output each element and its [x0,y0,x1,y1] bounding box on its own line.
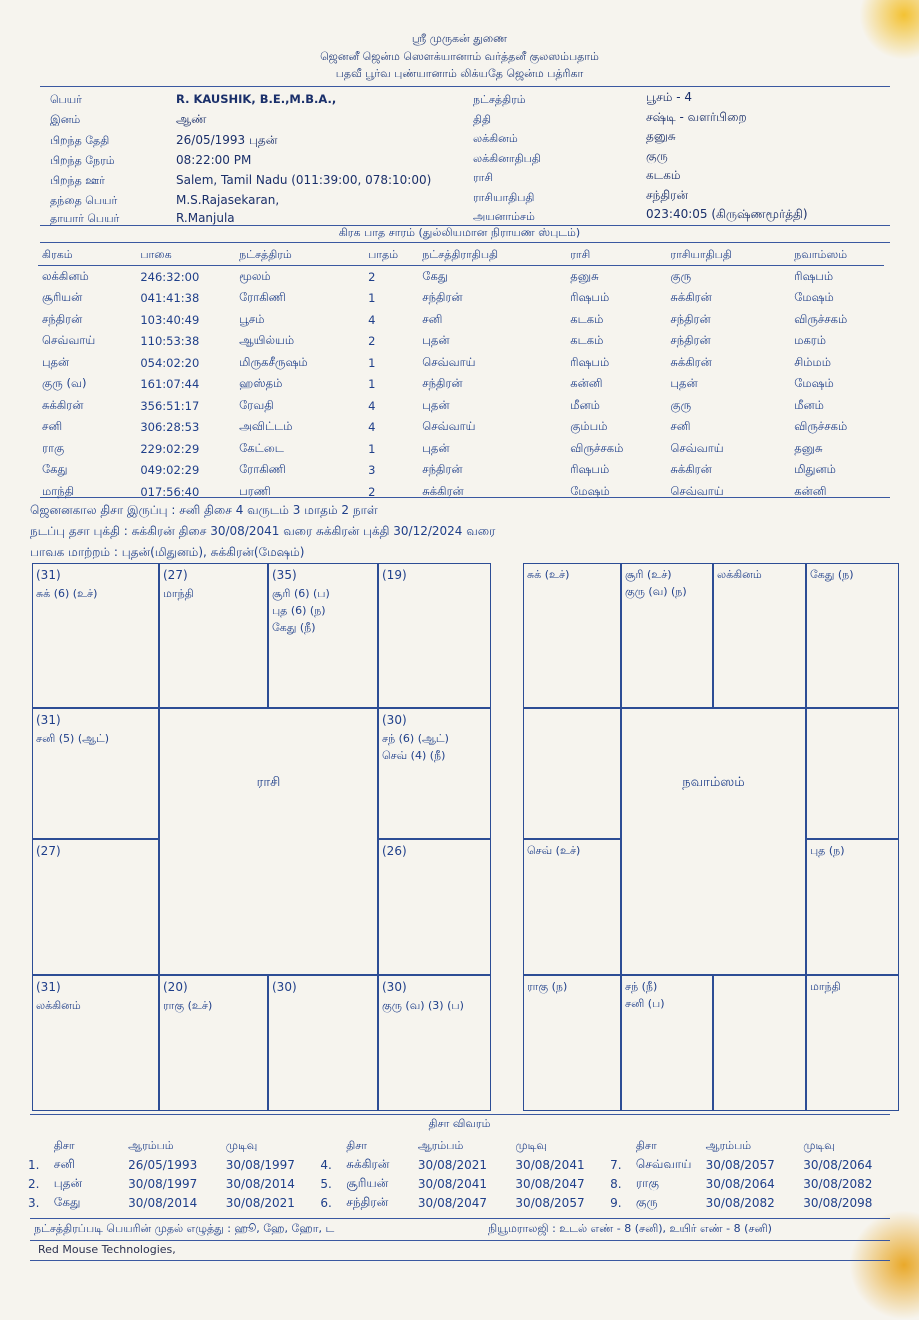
chart-house-cell [32,975,159,1111]
planet-table-col-header: நட்சத்திரம் [235,246,364,266]
detail-label: அயனாம்சம் [473,210,535,223]
house-planet: லக்கினம் [717,568,762,581]
table-cell: செவ்வாய் [422,354,476,369]
chart-house-cell [523,839,621,975]
house-score: (30) [382,980,407,994]
detail-value: R. KAUSHIK, B.E.,M.B.A., [176,92,337,106]
table-cell: மூலம் [239,268,271,283]
house-score: (27) [163,568,188,582]
house-planet: ராகு (ந) [527,980,568,993]
detail-label: தந்தை பெயர் [50,194,118,207]
table-cell: 229:02:29 [140,441,200,456]
chart-house-cell [32,839,159,975]
table-cell: 4 [368,398,376,413]
detail-value: ஆண் [176,112,207,126]
table-cell: சனி [422,311,443,326]
table-cell: 041:41:38 [140,291,200,306]
table-cell: சுக்கிரன் [42,397,84,412]
dasa-cell: 1. [28,1157,40,1172]
planet-table-col-header: நவாம்ஸம் [790,246,884,266]
sloka-line-2: பதவீ பூர்வ புண்யானாம் லிக்யதே ஜென்ம பத்ரிகா [335,67,584,80]
detail-label: இனம் [50,113,81,126]
table-cell: 1 [368,291,376,306]
dasa-col-header: முடிவு [515,1139,547,1152]
table-row [38,288,884,310]
detail-label: பிறந்த நேரம் [50,154,115,167]
table-row [28,1155,898,1174]
dasa-cell: 30/08/2047 [515,1176,585,1191]
chart-house-cell [32,563,159,708]
table-cell: 017:56:40 [140,484,200,499]
dasa-col-spacer [320,1138,346,1155]
planet-table-col-header: ராசியாதிபதி [666,246,790,266]
table-cell: மீனம் [570,397,600,412]
table-cell: விருச்சகம் [570,440,624,455]
table-cell: கன்னி [570,376,603,391]
house-planet: சந் (6) (ஆட்) [382,731,449,745]
table-cell: விருச்சகம் [794,419,848,434]
dasa-cell: 30/08/2082 [803,1176,873,1191]
table-cell: மேஷம் [794,376,834,391]
chart-house-cell [268,563,378,708]
table-cell: 4 [368,420,376,435]
dasa-col-header: ஆரம்பம் [128,1139,174,1152]
detail-value: சஷ்டி - வளர்பிறை [646,110,747,124]
dasa-cell: 30/08/2057 [515,1195,585,1210]
detail-value: பூசம் - 4 [646,90,693,104]
planet-table-col-header: நட்சத்திராதிபதி [418,246,566,266]
table-row [38,266,884,288]
table-cell: புதன் [42,354,70,369]
table-cell: ஹஸ்தம் [239,376,283,391]
detail-value: கடகம் [646,168,681,182]
chart-house-cell [713,563,806,708]
table-cell: ரிஷபம் [570,462,610,477]
house-planet: புத (ந) [810,844,845,857]
table-cell: விருச்சகம் [794,311,848,326]
table-row [38,438,884,460]
house-planet: சூரி (உச்) [625,568,672,581]
invocation-line: ஸ்ரீ முருகன் துணை [411,32,508,45]
table-row [38,374,884,396]
table-cell: 054:02:20 [140,355,200,370]
chart-house-cell [378,975,491,1111]
planet-table-title: கிரக பாத சாரம் (துல்லியமான நிராயண ஸ்புடம்) [338,226,581,239]
dasa-col-header: திசா [635,1139,657,1152]
planet-position-table [38,246,884,503]
table-cell: மேஷம் [570,483,610,498]
chart-house-cell [523,708,621,839]
table-row [38,331,884,353]
table-cell: ரேவதி [239,397,274,412]
dasa-cell: 30/08/2064 [705,1176,775,1191]
table-cell: ரோகிணி [239,290,286,305]
chart-center [159,708,378,975]
dasa-cell: செவ்வாய் [635,1156,692,1171]
table-cell: குரு [670,397,692,412]
table-cell: 1 [368,355,376,370]
chart-house-cell [806,975,899,1111]
table-cell: அவிட்டம் [239,419,293,434]
chart-house-cell [523,563,621,708]
table-cell: ரோகிணி [239,462,286,477]
house-score: (30) [272,980,297,994]
detail-label: தாயார் பெயர் [50,212,120,225]
header-rule [40,86,890,87]
table-cell: தனுசு [570,268,599,283]
chart-house-cell [268,975,378,1111]
table-cell: ரிஷபம் [794,268,834,283]
table-cell: செவ்வாய் [670,440,724,455]
house-planet: குரு (வ) (3) (ப) [382,998,464,1012]
chart-house-cell [159,563,268,708]
detail-value: சந்திரன் [646,188,689,202]
footer-rule [30,1240,890,1241]
dasa-cell: 30/08/2098 [803,1195,873,1210]
table-cell: மீனம் [794,397,824,412]
table-cell: சிம்மம் [794,354,831,369]
dasa-cell: 30/08/1997 [128,1176,198,1191]
dasa-cell: 2. [28,1176,40,1191]
table-cell: கடகம் [570,333,604,348]
dasa-cell: 8. [610,1176,622,1191]
table-cell: சந்திரன் [42,311,83,326]
table-cell: 3 [368,463,376,478]
table-cell: 2 [368,269,376,284]
dasa-cell: 30/08/2082 [705,1195,775,1210]
chart-house-cell [523,975,621,1111]
detail-value: குரு [646,149,668,163]
table-cell: மாந்தி [42,483,75,498]
house-planet: கேது (ந) [810,568,854,581]
detail-value: R.Manjula [176,211,235,225]
paper-glow-bottom-right [849,1210,919,1320]
table-cell: சந்திரன் [422,290,463,305]
table-cell: கேட்டை [239,440,284,455]
table-cell: சந்திரன் [670,333,711,348]
table-cell: 246:32:00 [140,269,200,284]
dasa-cell: 30/08/2047 [417,1195,487,1210]
detail-label: லக்கினம் [473,132,518,145]
dasa-cell: சந்திரன் [346,1194,389,1209]
table-cell: லக்கினம் [42,268,89,283]
dasa-cell: 6. [320,1195,332,1210]
planet-table-col-header: கிரகம் [38,246,136,266]
house-score: (26) [382,844,407,858]
dasa-col-header: ஆரம்பம் [417,1139,464,1152]
table-row [38,481,884,503]
house-score: (31) [36,713,61,727]
detail-value: 023:40:05 (கிருஷ்ணமூர்த்தி) [646,207,808,221]
table-cell: கேது [422,268,448,283]
dasa-cell: சனி [53,1156,75,1171]
chart-house-cell [621,563,713,708]
detail-value: Salem, Tamil Nadu (011:39:00, 078:10:00) [176,173,432,187]
table-cell: ரிஷபம் [570,354,610,369]
table-cell: 306:28:53 [140,420,200,435]
dasa-cell: 4. [320,1157,332,1172]
table-row [38,460,884,482]
table-row [38,395,884,417]
table-row [38,417,884,439]
table-cell: சுக்கிரன் [670,354,712,369]
dasa-cell: சூரியன் [346,1175,389,1190]
dasa-top-rule [30,1114,890,1115]
dasa-cell: கேது [53,1194,81,1209]
table-cell: ஆயில்யம் [239,333,295,348]
current-dasa-line: நடப்பு தசா புக்தி : சுக்கிரன் திசை 30/08/2041 வரை சுக்கிரன் புக்தி 30/12/2024 வரை [30,524,496,538]
house-planet: சனி (ப) [625,997,665,1011]
dasa-cell: 7. [610,1157,622,1172]
house-planet: மாந்தி [163,586,194,600]
house-score: (35) [272,568,297,582]
house-planet: செவ் (4) (நீ) [382,748,446,762]
table-cell: சுக்கிரன் [670,290,712,305]
table-cell: குரு (வ) [42,376,87,391]
detail-label: பிறந்த ஊர் [50,174,105,187]
table-cell: 356:51:17 [140,398,200,413]
planet-table-col-header: ராசி [566,246,666,266]
table-row [38,352,884,374]
bhava-change-line: பாவக மாற்றம் : புதன்(மிதுனம்), சுக்கிரன்(மேஷம்) [30,545,305,559]
table-cell: மேஷம் [794,290,834,305]
dasa-cell: 30/08/2064 [803,1157,873,1172]
house-planet: லக்கினம் [36,998,81,1012]
table-cell: சந்திரன் [422,462,463,477]
planet-table-col-header: பாதம் [364,246,418,266]
table-cell: 2 [368,484,376,499]
table-cell: ரிஷபம் [570,290,610,305]
chart-house-cell [806,563,899,708]
table-cell: சூரியன் [42,290,83,305]
table-cell: 049:02:29 [140,463,200,478]
house-score: (19) [382,568,407,582]
table-cell: மிருகசீருஷம் [239,354,308,369]
chart-house-cell [159,975,268,1111]
table-cell: சுக்கிரன் [422,483,464,498]
house-score: (20) [163,980,188,994]
dasa-cell: 5. [320,1176,332,1191]
table-cell: செவ்வாய் [42,333,96,348]
chart-house-cell [378,839,491,975]
numerology-note: நியூமராலஜி : உடல் எண் - 8 (சனி), உயிர் எண் - 8 (சனி) [488,1222,772,1235]
detail-label: திதி [473,113,492,126]
table-cell: 110:53:38 [140,334,200,349]
chart-house-cell [621,975,713,1111]
dasa-col-header: திசா [346,1139,368,1152]
dasa-cell: குரு [635,1194,658,1209]
table-cell: கும்பம் [570,419,608,434]
table-cell: 1 [368,377,376,392]
table-cell: சந்திரன் [422,376,463,391]
house-planet: சந் (நீ) [625,980,658,993]
table-cell: 161:07:44 [140,377,200,392]
chart-house-cell [32,708,159,839]
dasa-cell: 9. [610,1195,622,1210]
dasa-cell: 26/05/1993 [128,1157,198,1172]
dasa-col-header: முடிவு [803,1139,835,1152]
dasa-bottom-rule [30,1218,890,1219]
detail-label: பிறந்த தேதி [50,134,110,147]
dasa-cell: 30/08/2057 [705,1157,775,1172]
table-cell: புதன் [422,397,450,412]
detail-value: தனுசு [646,129,676,143]
house-planet: குரு (வ) (ந) [625,585,687,599]
dasa-col-header: முடிவு [225,1139,258,1152]
planet-title-rule [40,242,890,243]
chart-center [621,708,806,975]
detail-value: 26/05/1993 புதன் [176,133,278,147]
table-cell: செவ்வாய் [422,419,476,434]
detail-value: 08:22:00 PM [176,153,252,167]
footer-bottom-rule [30,1260,890,1261]
dasa-col-spacer [610,1138,636,1155]
planet-table-bottom-rule [40,497,890,498]
dasa-table [28,1138,898,1212]
chart-house-cell [806,839,899,975]
dasa-cell: புதன் [53,1175,83,1190]
detail-label: ராசியாதிபதி [473,191,535,204]
sloka-line-1: ஜெனனீ ஜென்ம ஸௌக்யானாம் வர்த்தனீ குலஸம்பதாம் [320,50,599,63]
detail-label: நட்சத்திரம் [473,93,526,106]
table-row [28,1193,898,1212]
dasa-col-spacer [28,1138,54,1155]
detail-label: லக்கினாதிபதி [473,152,541,165]
dasa-cell: 3. [28,1195,40,1210]
dasa-cell: 30/08/2021 [417,1157,487,1172]
dasa-cell: 30/08/2041 [417,1176,487,1191]
house-planet: சூரி (6) (ப) [272,586,330,600]
table-cell: புதன் [670,376,698,391]
chart-house-cell [806,708,899,839]
table-cell: சுக்கிரன் [670,462,712,477]
table-cell: புதன் [422,333,450,348]
dasa-col-header: திசா [53,1139,75,1152]
dasa-cell: 30/08/1997 [225,1157,295,1172]
house-score: (27) [36,844,61,858]
house-planet: மாந்தி [810,980,841,993]
brand-name: Red Mouse Technologies, [38,1243,176,1256]
chart-house-cell [713,975,806,1111]
table-cell: பூசம் [239,311,265,326]
chart-title: ராசி [256,774,281,790]
dasa-cell: 30/08/2014 [128,1195,198,1210]
table-cell: ராகு [42,440,65,455]
dasa-cell: ராகு [635,1175,659,1190]
table-cell: 4 [368,312,376,327]
dasa-cell: 30/08/2014 [225,1176,295,1191]
dasa-cell: சுக்கிரன் [346,1156,390,1171]
table-cell: 2 [368,334,376,349]
table-cell: சனி [42,419,63,434]
dasa-col-header: ஆரம்பம் [705,1139,752,1152]
house-planet: ராகு (உச்) [163,998,213,1012]
table-cell: கடகம் [570,311,604,326]
house-score: (31) [36,980,61,994]
table-cell: மகரம் [794,333,826,348]
house-planet: கேது (நீ) [272,620,316,634]
chart-house-cell [378,708,491,839]
dasa-balance-line: ஜெனனகால திசா இருப்பு : சனி திசை 4 வருடம் 3 மாதம் 2 நாள் [30,503,378,517]
table-row [38,309,884,331]
table-cell: புதன் [422,440,450,455]
detail-value: M.S.Rajasekaran, [176,193,280,207]
house-score: (31) [36,568,61,582]
table-cell: கன்னி [794,483,827,498]
planet-table-col-header: பாகை [136,246,235,266]
house-planet: சனி (5) (ஆட்) [36,731,110,745]
house-score: (30) [382,713,407,727]
dasa-cell: 30/08/2021 [225,1195,295,1210]
chart-title: நவாம்ஸம் [682,774,745,790]
table-cell: கேது [42,462,68,477]
detail-label: பெயர் [50,93,82,106]
table-cell: சனி [670,419,691,434]
house-planet: புத (6) (ந) [272,603,326,617]
table-cell: மிதுனம் [794,462,836,477]
detail-label: ராசி [473,171,494,184]
house-planet: சுக் (6) (உச்) [36,586,98,600]
table-cell: 1 [368,441,376,456]
table-cell: 103:40:49 [140,312,200,327]
table-cell: செவ்வாய் [670,483,724,498]
table-cell: தனுசு [794,440,823,455]
table-cell: பரணி [239,483,271,498]
house-planet: சுக் (உச்) [527,568,570,581]
table-row [28,1174,898,1193]
table-cell: சந்திரன் [670,311,711,326]
dasa-title: திசா விவரம் [428,1117,491,1130]
dasa-cell: 30/08/2041 [515,1157,585,1172]
name-letters-note: நட்சத்திரப்படி பெயரின் முதல் எழுத்து : ஹூ, ஹே, ஹோ, ட [34,1222,335,1235]
chart-house-cell [378,563,491,708]
table-cell: குரு [670,268,692,283]
house-planet: செவ் (உச்) [527,844,581,857]
planet-table-header [38,246,884,266]
